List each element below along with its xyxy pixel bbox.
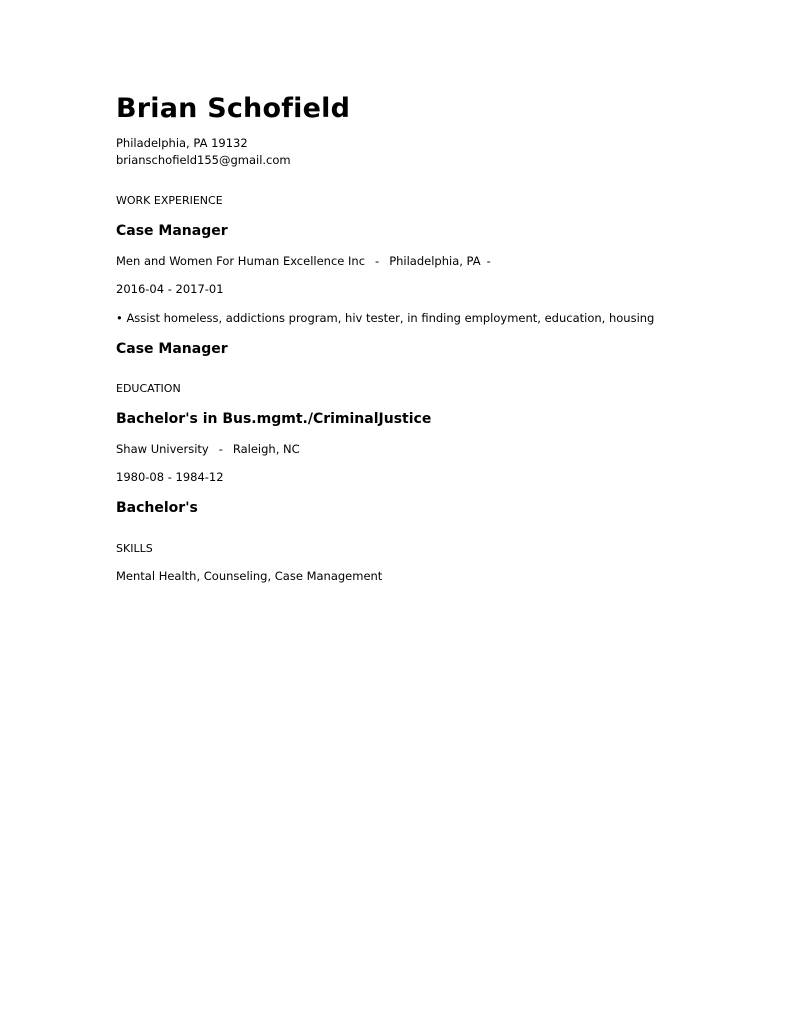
- job-description: • Assist homeless, addictions program, hiv tester, in finding employment, education, housing: [116, 311, 655, 325]
- job-company: Men and Women For Human Excellence Inc: [116, 254, 366, 268]
- job-title: Case Manager: [116, 223, 228, 239]
- job-dates: 2016-04 - 2017-01: [116, 282, 224, 296]
- contact-location: Philadelphia, PA 19132: [116, 136, 248, 150]
- separator: -: [375, 254, 380, 268]
- separator: -: [486, 254, 491, 268]
- skills-list: Mental Health, Counseling, Case Management: [116, 569, 383, 583]
- degree-title: Bachelor's: [116, 500, 198, 516]
- job-title: Case Manager: [116, 341, 228, 357]
- work-experience-heading: WORK EXPERIENCE: [116, 194, 223, 207]
- separator: -: [218, 442, 223, 456]
- school-location: Raleigh, NC: [232, 442, 300, 456]
- job-company-line: [116, 256, 501, 268]
- education-heading: EDUCATION: [116, 382, 181, 395]
- degree-title: Bachelor's in Bus.mgmt./CriminalJustice: [116, 411, 432, 427]
- contact-email: brianschofield155@gmail.com: [116, 153, 291, 167]
- job-location: Philadelphia, PA: [389, 254, 481, 268]
- school-line: [116, 444, 300, 456]
- education-dates: 1980-08 - 1984-12: [116, 470, 224, 484]
- school-name: Shaw University: [116, 442, 209, 456]
- skills-heading: SKILLS: [116, 542, 153, 555]
- candidate-name: Brian Schofield: [116, 93, 351, 124]
